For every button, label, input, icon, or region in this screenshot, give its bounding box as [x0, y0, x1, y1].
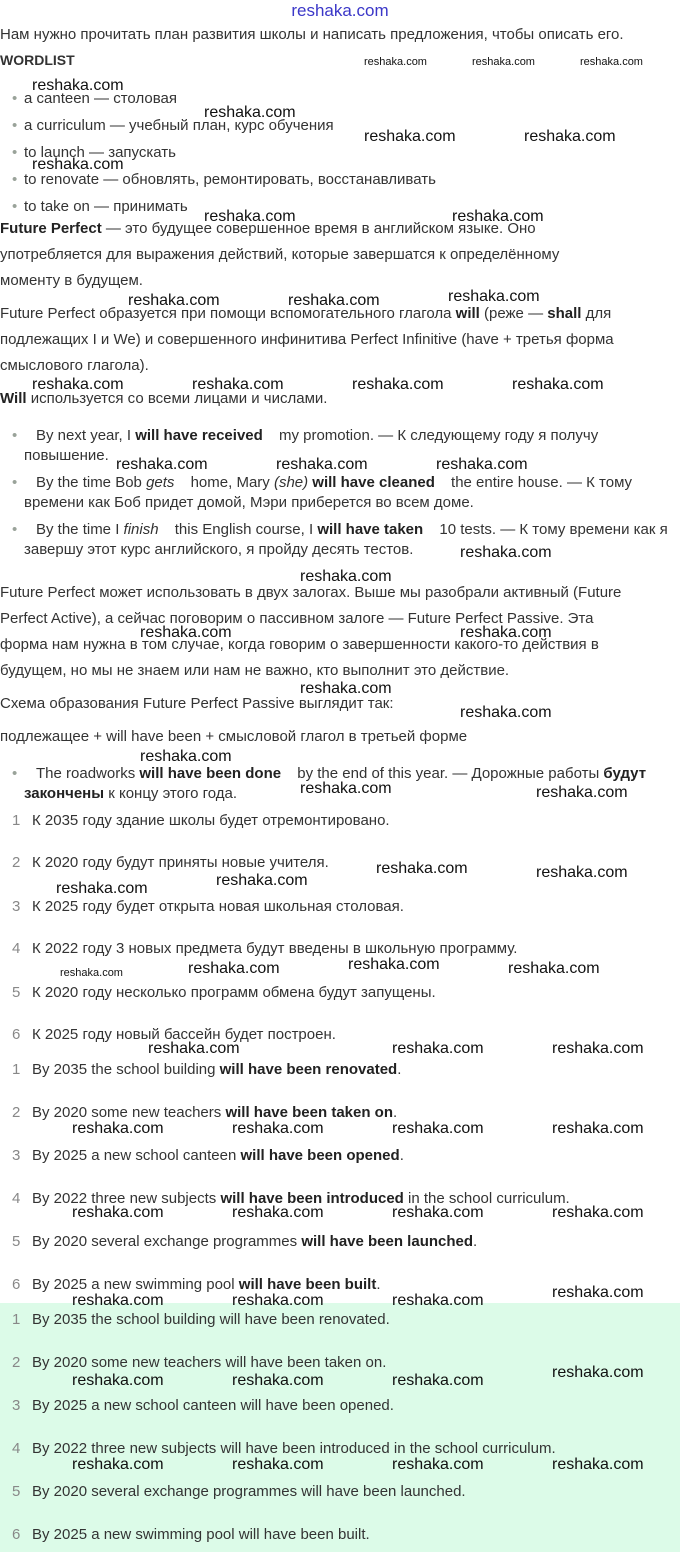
example-item: • By the time Bob gets home, Mary (she) will have cleaned the entire house. — К тому	[12, 470, 632, 496]
watermark: reshaka.com	[552, 1120, 644, 1137]
theory-paragraph-line: смыслового глагола).	[0, 357, 149, 374]
watermark: reshaka.com	[392, 1040, 484, 1057]
example-item-cont: времени как Боб придет домой, Мэри приберется во всем доме.	[24, 494, 474, 511]
task-number: 1	[12, 1061, 21, 1078]
watermark: reshaka.com	[552, 1456, 644, 1473]
answer-text: By 2025 a new school canteen will have been opened.	[32, 1397, 394, 1414]
example-item-cont: завершу этот курс английского, я пройду десять тестов.	[24, 541, 414, 558]
watermark: reshaka.com	[392, 1120, 484, 1137]
watermark: reshaka.com	[116, 456, 208, 473]
task-ru: К 2022 году 3 новых предмета будут введены в школьную программу.	[32, 940, 518, 957]
example-item-cont: повышение.	[24, 447, 109, 464]
watermark: reshaka.com	[72, 1204, 164, 1221]
task-number: 1	[12, 812, 21, 829]
wordlist-item: • to renovate — обновлять, ремонтировать, восстанавливать	[12, 167, 436, 193]
watermark: reshaka.com	[72, 1456, 164, 1473]
task-number: 3	[12, 1147, 21, 1164]
watermark: reshaka.com	[552, 1040, 644, 1057]
answer-number: 1	[12, 1311, 21, 1328]
task-ru: К 2020 году несколько программ обмена будут запущены.	[32, 984, 436, 1001]
watermark: reshaka.com	[32, 156, 124, 173]
task-en: By 2020 several exchange programmes will have been launched.	[32, 1233, 478, 1250]
watermark: reshaka.com	[580, 56, 643, 68]
watermark: reshaka.com	[32, 376, 124, 393]
watermark: reshaka.com	[392, 1456, 484, 1473]
watermark: reshaka.com	[232, 1372, 324, 1389]
example-item: • By next year, I will have received my promotion. — К следующему году я получу	[12, 423, 598, 449]
wordlist-item: • to take on — принимать	[12, 194, 188, 220]
answer-text: By 2020 several exchange programmes will have been launched.	[32, 1483, 466, 1500]
watermark: reshaka.com	[72, 1292, 164, 1309]
theory-paragraph-line: моменту в будущем.	[0, 272, 143, 289]
watermark: reshaka.com	[472, 56, 535, 68]
wordlist-item: • to launch — запускать	[12, 140, 176, 166]
watermark: reshaka.com	[148, 1040, 240, 1057]
theory-paragraph: Схема образования Future Perfect Passive выглядит так:	[0, 695, 394, 712]
answer-text: By 2025 a new swimming pool will have been built.	[32, 1526, 370, 1543]
watermark: reshaka.com	[352, 376, 444, 393]
watermark: reshaka.com	[232, 1120, 324, 1137]
answer-number: 6	[12, 1526, 21, 1543]
theory-paragraph-line: Future Perfect может использовать в двух залогах. Выше мы разобрали активный (Future	[0, 584, 622, 601]
task-number: 6	[12, 1276, 21, 1293]
task-en: By 2035 the school building will have been renovated.	[32, 1061, 402, 1078]
watermark: reshaka.com	[300, 780, 392, 797]
formula-text: подлежащее + will have been + смысловой глагол в третьей форме	[0, 728, 468, 745]
answer-number: 5	[12, 1483, 21, 1500]
theory-paragraph-line: будущем, но мы не знаем или нам не важно, кто выполнит это действие.	[0, 662, 510, 679]
task-number: 4	[12, 1190, 21, 1207]
watermark: reshaka.com	[72, 1372, 164, 1389]
task-en: By 2025 a new swimming pool will have been built.	[32, 1276, 381, 1293]
watermark: reshaka.com	[232, 1456, 324, 1473]
watermark: reshaka.com	[188, 960, 280, 977]
example-item-cont: закончены к концу этого года.	[24, 785, 238, 802]
intro-text: Нам нужно прочитать план развития школы и написать предложения, чтобы описать его.	[0, 26, 624, 43]
task-number: 2	[12, 1104, 21, 1121]
watermark: reshaka.com	[376, 860, 468, 877]
watermark: reshaka.com	[32, 77, 124, 94]
watermark: reshaka.com	[508, 960, 600, 977]
watermark: reshaka.com	[232, 1204, 324, 1221]
answer-number: 2	[12, 1354, 21, 1371]
watermark: reshaka.com	[552, 1284, 644, 1301]
answer-number: 4	[12, 1440, 21, 1457]
watermark: reshaka.com	[232, 1292, 324, 1309]
watermark: reshaka.com	[204, 208, 296, 225]
task-number: 4	[12, 940, 21, 957]
task-en: By 2022 three new subjects will have been introduced in the school curriculum.	[32, 1190, 570, 1207]
watermark: reshaka.com	[392, 1372, 484, 1389]
watermark: reshaka.com	[300, 680, 392, 697]
example-item: • The roadworks will have been done by the end of this year. — Дорожные работы будут	[12, 761, 646, 787]
watermark: reshaka.com	[300, 568, 392, 585]
watermark: reshaka.com	[216, 872, 308, 889]
wordlist-title: WORDLIST	[0, 52, 75, 68]
theory-paragraph-line: форма нам нужна в том случае, когда говорим о завершенности какого-то действия в	[0, 636, 599, 653]
watermark: reshaka.com	[60, 967, 123, 979]
task-number: 2	[12, 854, 21, 871]
watermark: reshaka.com	[288, 292, 380, 309]
answer-text: By 2020 some new teachers will have been taken on.	[32, 1354, 387, 1371]
watermark: reshaka.com	[128, 292, 220, 309]
watermark: reshaka.com	[436, 456, 528, 473]
watermark: reshaka.com	[512, 376, 604, 393]
task-ru: К 2020 году будут приняты новые учителя.	[32, 854, 329, 871]
watermark: reshaka.com	[448, 288, 540, 305]
watermark: reshaka.com	[72, 1120, 164, 1137]
example-item: • By the time I finish this English course, I will have taken 10 tests. — К тому времени как я	[12, 517, 668, 543]
watermark: reshaka.com	[364, 56, 427, 68]
watermark: reshaka.com	[392, 1204, 484, 1221]
watermark: reshaka.com	[392, 1292, 484, 1309]
site-title[interactable]: reshaka.com	[291, 1, 389, 20]
watermark: reshaka.com	[460, 544, 552, 561]
watermark: reshaka.com	[536, 864, 628, 881]
watermark: reshaka.com	[276, 456, 368, 473]
theory-paragraph: Will используется со всеми лицами и числами.	[0, 390, 328, 407]
watermark: reshaka.com	[460, 624, 552, 641]
watermark: reshaka.com	[536, 784, 628, 801]
answer-highlight-box	[0, 1303, 680, 1552]
task-number: 3	[12, 898, 21, 915]
watermark: reshaka.com	[204, 104, 296, 121]
answer-number: 3	[12, 1397, 21, 1414]
task-number: 6	[12, 1026, 21, 1043]
watermark: reshaka.com	[192, 376, 284, 393]
wordlist-item: • a canteen — столовая	[12, 86, 177, 112]
task-ru: К 2035 году здание школы будет отремонтировано.	[32, 812, 390, 829]
theory-paragraph-line: употребляется для выражения действий, которые завершатся к определённому	[0, 246, 560, 263]
task-number: 5	[12, 1233, 21, 1250]
task-number: 5	[12, 984, 21, 1001]
task-en: By 2025 a new school canteen will have been opened.	[32, 1147, 404, 1164]
watermark: reshaka.com	[348, 956, 440, 973]
watermark: reshaka.com	[140, 748, 232, 765]
watermark: reshaka.com	[56, 880, 148, 897]
theory-paragraph-line: подлежащих I и We) и совершенного инфинитива Perfect Infinitive (have + третья форма	[0, 331, 614, 348]
theory-paragraph: Future Perfect — это будущее совершенное время в английском языке. Оно	[0, 220, 536, 237]
answer-text: By 2022 three new subjects will have been introduced in the school curriculum.	[32, 1440, 556, 1457]
theory-paragraph: Future Perfect образуется при помощи вспомогательного глагола will (реже — shall для	[0, 305, 612, 322]
watermark: reshaka.com	[452, 208, 544, 225]
watermark: reshaka.com	[140, 624, 232, 641]
watermark: reshaka.com	[552, 1204, 644, 1221]
watermark: reshaka.com	[364, 128, 456, 145]
task-ru: К 2025 году новый бассейн будет построен.	[32, 1026, 336, 1043]
task-ru: К 2025 году будет открыта новая школьная столовая.	[32, 898, 404, 915]
wordlist-item: • a curriculum — учебный план, курс обучения	[12, 113, 334, 139]
watermark: reshaka.com	[460, 704, 552, 721]
watermark: reshaka.com	[552, 1364, 644, 1381]
theory-paragraph-line: Perfect Active), а сейчас поговорим о пассивном залоге — Future Perfect Passive. Эта	[0, 610, 594, 627]
watermark: reshaka.com	[524, 128, 616, 145]
answer-text: By 2035 the school building will have been renovated.	[32, 1311, 390, 1328]
task-en: By 2020 some new teachers will have been taken on.	[32, 1104, 398, 1121]
